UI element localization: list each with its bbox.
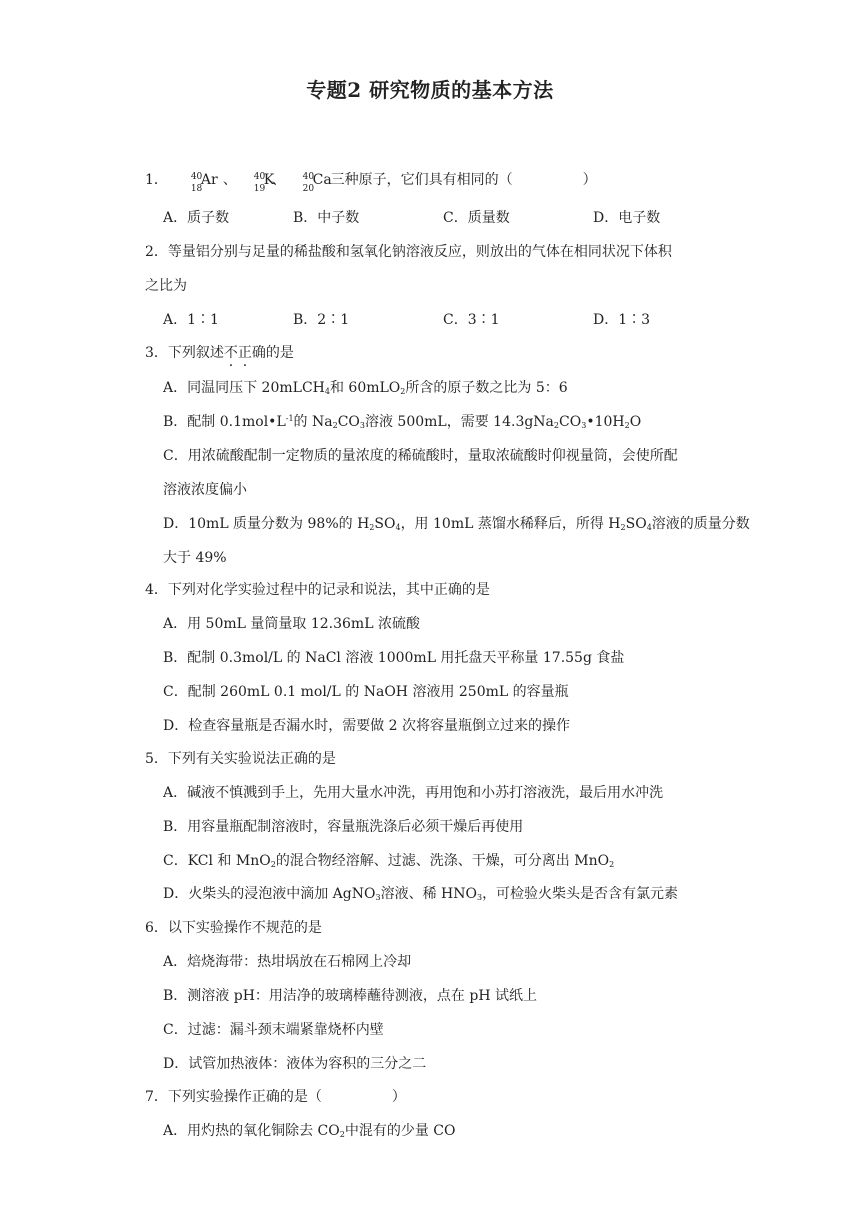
question-1-option-c: C．质量数: [443, 210, 510, 226]
question-6-option-a: A．焙烧海带：热坩埚放在石棉网上冷却: [163, 954, 412, 970]
question-3-option-c: C．用浓硫酸配制一定物质的量浓度的稀硫酸时，量取浓硫酸时仰视量筒，会使所配: [163, 448, 678, 464]
question-2-option-a: A．1∶1: [163, 312, 219, 328]
question-5-stem: 5．下列有关实验说法正确的是: [145, 751, 336, 767]
question-3-option-d: D．10mL 质量分数为 98%的 $H_2SO_4$，用 10mL 蒸馏水稀释后，所得 $H_2SO_4$溶液的质量分数: [163, 516, 750, 532]
question-5-option-d: D．火柴头的浸泡液中滴加 AgNO$_3$溶液、稀 $HNO_3$，可检验火柴头是否含有氯元素: [163, 886, 679, 902]
isotope-ca: 40 20 Ca: [302, 172, 332, 194]
question-6-option-b: B．测溶液 pH：用洁净的玻璃棒蘸待测液，点在 pH 试纸上: [163, 988, 537, 1004]
question-2-stem-cont: 之比为: [145, 278, 187, 294]
question-3-stem: 3．下列叙述不正确的是: [145, 345, 294, 361]
question-1-number: 1．: [145, 172, 168, 188]
question-3-option-b: B．配制 $0.1mol•L^{-1}$的 $Na_2CO_3$溶液 500mL，需要 $14.3gNa_2CO_3•10H_2O$: [163, 414, 642, 430]
question-3-option-d-cont: 大于 49%: [163, 550, 227, 566]
page-title: 专题2 研究物质的基本方法: [306, 78, 554, 102]
isotope-k: 40 19 K: [253, 172, 275, 194]
question-4-option-a: A．用 50mL 量筒量取 12.36mL 浓硫酸: [163, 616, 420, 632]
question-2-stem: 2．等量铝分别与足量的稀盐酸和氢氧化钠溶液反应，则放出的气体在相同状况下体积: [145, 244, 672, 260]
question-4-option-b: B．配制 0.3mol/L 的 NaCl 溶液 1000mL 用托盘天平称量 17.55g 食盐: [163, 650, 625, 666]
question-2-option-d: D．1∶3: [593, 312, 651, 328]
question-6-option-d: D．试管加热液体：液体为容积的三分之二: [163, 1056, 427, 1072]
question-3-option-c-cont: 溶液浓度偏小: [163, 482, 247, 498]
question-6-stem: 6．以下实验操作不规范的是: [145, 920, 322, 936]
question-7-option-a: A．用灼热的氧化铜除去 $CO_2$中混有的少量 CO: [163, 1123, 456, 1139]
question-2-option-b: B．2∶1: [293, 312, 350, 328]
question-6-option-c: C．过滤：漏斗颈末端紧靠烧杯内壁: [163, 1022, 384, 1038]
question-7-stem: 7．下列实验操作正确的是（ ）: [145, 1089, 406, 1105]
question-4-option-d: D．检查容量瓶是否漏水时，需要做 2 次将容量瓶倒立过来的操作: [163, 718, 571, 734]
question-1-option-d: D．电子数: [593, 210, 661, 226]
question-4-stem: 4．下列对化学实验过程中的记录和说法，其中正确的是: [145, 582, 490, 598]
question-1-option-a: A．质子数: [163, 210, 230, 226]
question-3-option-a: A．同温同压下 20mLCH$_4$和 60mLO$_2$所含的原子数之比为 5：6: [163, 380, 568, 396]
question-1-option-b: B．中子数: [293, 210, 360, 226]
question-2-option-c: C．3∶1: [443, 312, 500, 328]
question-5-option-b: B．用容量瓶配制溶液时，容量瓶洗涤后必须干燥后再使用: [163, 819, 524, 835]
isotope-ar: 40 18 Ar: [190, 172, 218, 194]
question-4-option-c: C．配制 260mL 0.1 mol/L 的 NaOH 溶液用 250mL 的容量瓶: [163, 684, 569, 700]
question-5-option-c: C．KCl 和 MnO$_2$的混合物经溶解、过滤、洗涤、干燥，可分离出 MnO$_2$: [163, 853, 615, 869]
question-5-option-a: A．碱液不慎溅到手上，先用大量水冲洗，再用饱和小苏打溶液洗，最后用水冲洗: [163, 785, 664, 801]
question-1-stem: 1． 40 18 Ar 、 40 19 K 、 40 20 Ca 三种原子，它们具有相同的（ ）: [145, 172, 597, 194]
